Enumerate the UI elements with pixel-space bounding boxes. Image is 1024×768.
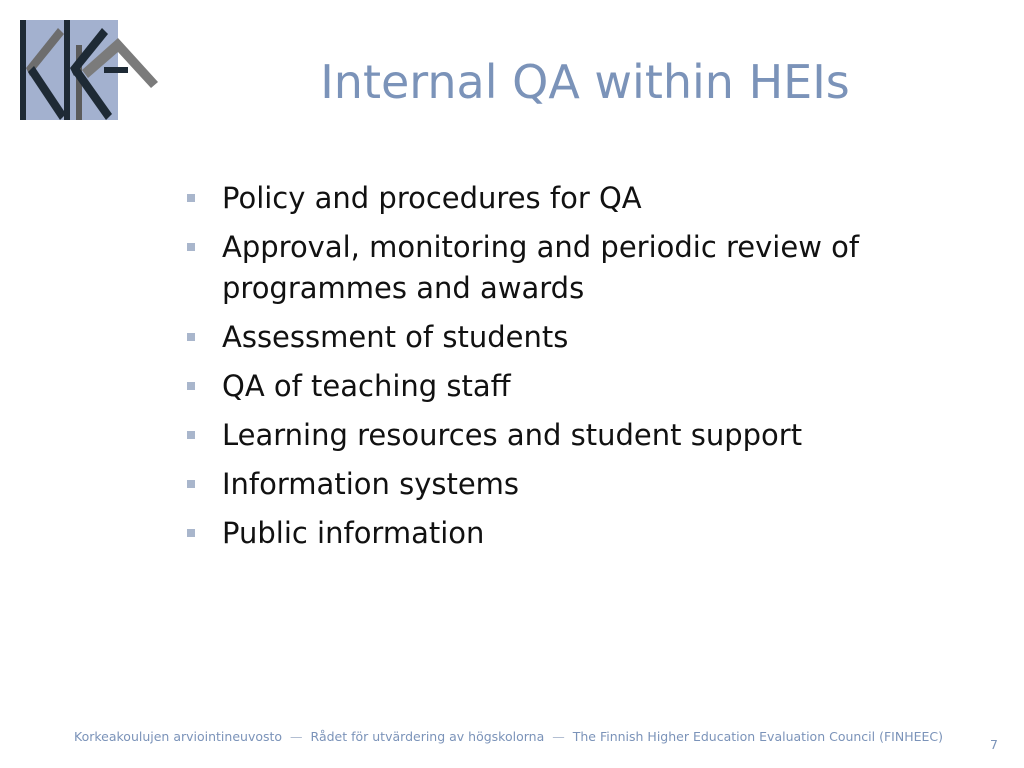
list-item-text: Information systems — [222, 467, 520, 501]
list-item-text: QA of teaching staff — [222, 369, 511, 403]
footer-english-name: The Finnish Higher Education Evaluation Council (FINHEEC) — [572, 729, 944, 744]
list-item — [185, 415, 945, 456]
footer-swedish-name: Rådet för utvärdering av högskolorna — [310, 729, 545, 744]
square-bullet-icon — [187, 480, 195, 488]
list-item — [185, 317, 945, 358]
list-item — [185, 366, 945, 407]
page-number: 7 — [990, 737, 998, 752]
footer-separator: — — [552, 729, 565, 744]
square-bullet-icon — [187, 333, 195, 341]
finheec-logo — [20, 20, 160, 120]
list-item — [185, 227, 945, 309]
list-item-text: Public information — [222, 516, 485, 550]
footer-separator: — — [290, 729, 303, 744]
list-item-text: Assessment of students — [222, 320, 569, 354]
slide-title: Internal QA within HEIs — [320, 55, 850, 109]
list-item — [185, 513, 945, 554]
square-bullet-icon — [187, 529, 195, 537]
list-item-text: Policy and procedures for QA — [222, 181, 642, 215]
list-item — [185, 464, 945, 505]
square-bullet-icon — [187, 431, 195, 439]
list-item — [185, 178, 945, 219]
footer — [74, 728, 974, 746]
list-item-text: Learning resources and student support — [222, 418, 803, 452]
bullet-list — [185, 178, 945, 562]
square-bullet-icon — [187, 382, 195, 390]
square-bullet-icon — [187, 194, 195, 202]
footer-finnish-name: Korkeakoulujen arviointineuvosto — [74, 729, 283, 744]
square-bullet-icon — [187, 243, 195, 251]
list-item-text: Approval, monitoring and periodic review of programmes and awards — [222, 230, 860, 305]
